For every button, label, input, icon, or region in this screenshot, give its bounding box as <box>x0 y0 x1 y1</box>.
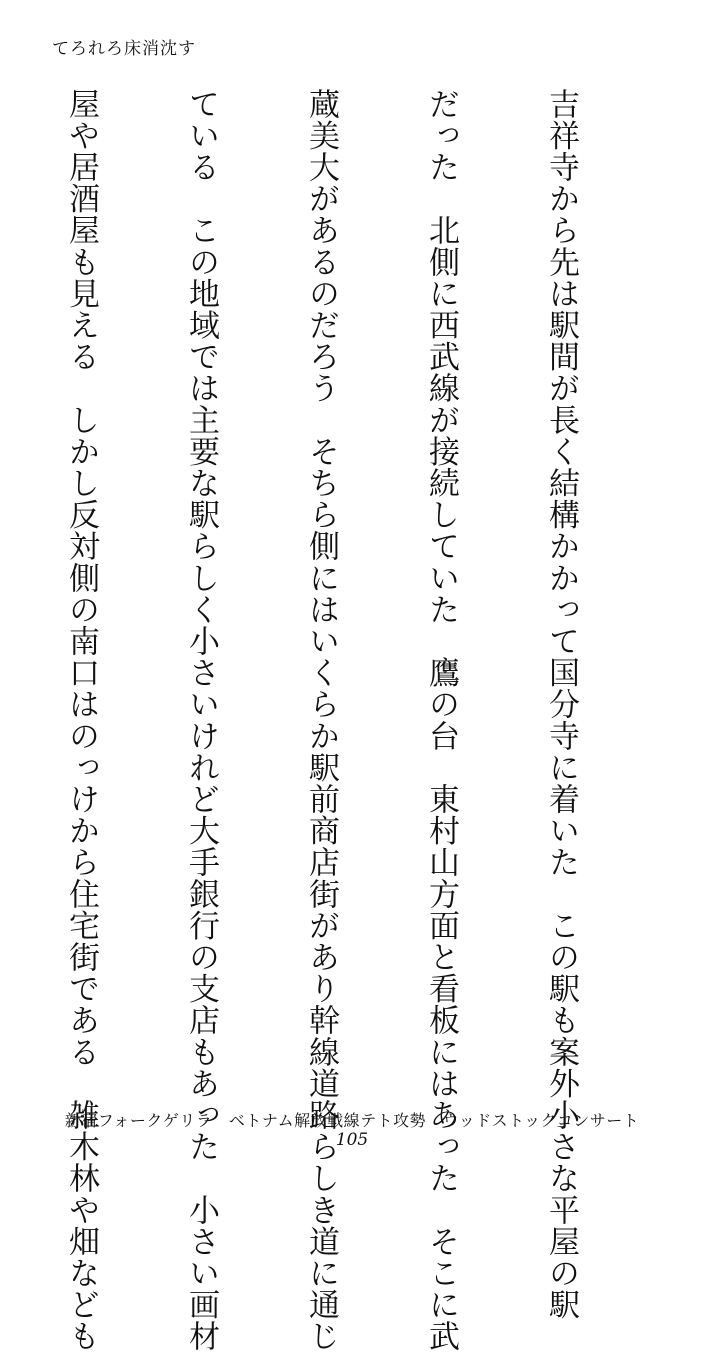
running-head: てろれろ床消沈す <box>52 39 196 59</box>
text-line: ている この地域では主要な駅らしく小さいけれど大手銀行の支店もあった 小さい画材 <box>183 88 219 1352</box>
text-line: 蔵美大があるのだろう そちら側にはいくらか駅前商店街があり幹線道路らしき道に通じ <box>303 88 339 1352</box>
text-line: 屋や居酒屋も見える しかし反対側の南口はのっけから住宅街である 雑木林や畑なども <box>63 88 99 1352</box>
text-line: だった 北側に西武線が接続していた 鷹の台 東村山方面と看板にはあった そこに武 <box>423 88 459 1352</box>
page-number: 105 <box>335 1130 369 1150</box>
text-line: 吉祥寺から先は駅間が長く結構かかって国分寺に着いた この駅も案外小さな平屋の駅 <box>543 88 579 1321</box>
footer-caption: 新宿フォークゲリラ ベトナム解放戦線テト攻勢 ウッドストックコンサート <box>64 1111 640 1130</box>
